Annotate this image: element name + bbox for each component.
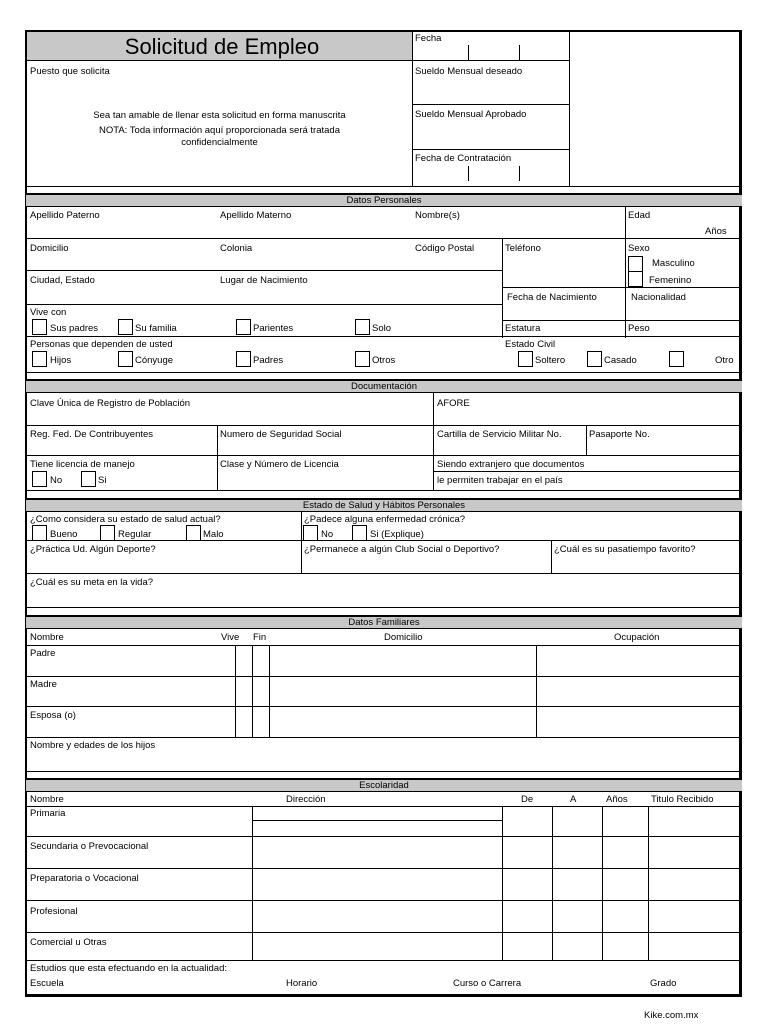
header-divider bbox=[412, 30, 413, 186]
rule bbox=[27, 336, 739, 337]
curp-label: Clave Única de Registro de Población bbox=[30, 398, 191, 409]
primaria-label: Primaria bbox=[30, 808, 66, 819]
enfermedad-si-checkbox[interactable] bbox=[352, 525, 367, 541]
estado-salud-label: ¿Como considera su estado de salud actual? bbox=[30, 514, 221, 525]
enfermedad-no-label: No bbox=[321, 529, 334, 540]
rule bbox=[25, 372, 741, 373]
documentacion-section-header bbox=[26, 379, 742, 393]
sus-padres-checkbox[interactable] bbox=[32, 319, 47, 335]
salud-section-title: Estado de Salud y Hábitos Personales bbox=[302, 500, 466, 511]
rule bbox=[27, 455, 739, 456]
rule bbox=[252, 645, 253, 738]
sueldo-aprobado-label: Sueldo Mensual Aprobado bbox=[415, 109, 527, 120]
colonia-label: Colonia bbox=[220, 243, 253, 254]
familiares-nombre-header: Nombre bbox=[30, 632, 64, 643]
header-divider-right bbox=[569, 30, 570, 186]
otro-checkbox[interactable] bbox=[669, 351, 684, 367]
masculino-checkbox[interactable] bbox=[628, 256, 643, 272]
lugar-nacimiento-label: Lugar de Nacimiento bbox=[220, 275, 308, 286]
rule bbox=[25, 607, 741, 608]
enfermedad-no-checkbox[interactable] bbox=[303, 525, 318, 541]
rule bbox=[519, 166, 520, 181]
rule bbox=[217, 425, 218, 490]
rule bbox=[412, 149, 569, 150]
escolaridad-section-header bbox=[26, 778, 742, 792]
rule bbox=[27, 960, 739, 961]
rfc-label: Reg. Fed. De Contribuyentes bbox=[30, 429, 154, 440]
familiares-vive-header: Vive bbox=[221, 632, 240, 643]
nota-line-3: confidencialmente bbox=[181, 137, 258, 148]
rule bbox=[412, 104, 569, 105]
rule bbox=[27, 573, 739, 574]
escolaridad-nombre-header: Nombre bbox=[30, 794, 64, 805]
rule bbox=[502, 287, 739, 288]
rule bbox=[25, 771, 741, 772]
rule bbox=[252, 820, 502, 821]
form-frame-bottom-edge bbox=[25, 994, 742, 997]
nss-label: Numero de Seguridad Social bbox=[220, 429, 342, 440]
rule bbox=[27, 868, 739, 869]
conyuge-label: Cónyuge bbox=[135, 355, 174, 366]
rule bbox=[27, 806, 739, 807]
escolaridad-section-title: Escolaridad bbox=[359, 780, 409, 791]
rule bbox=[502, 320, 739, 321]
escolaridad-titulo-header: Titulo Recibido bbox=[651, 794, 714, 805]
conyuge-checkbox[interactable] bbox=[118, 351, 133, 367]
rule bbox=[552, 806, 553, 960]
rule bbox=[625, 238, 626, 338]
rule bbox=[269, 645, 270, 738]
hijos-label: Hijos bbox=[50, 355, 72, 366]
extranjero-line-2: le permiten trabajar en el país bbox=[437, 475, 563, 486]
fecha-nacimiento-label: Fecha de Nacimiento bbox=[507, 292, 597, 303]
solo-label: Solo bbox=[372, 323, 392, 334]
rule bbox=[252, 806, 253, 960]
malo-label: Malo bbox=[203, 529, 224, 540]
femenino-label: Femenino bbox=[649, 275, 692, 286]
solo-checkbox[interactable] bbox=[355, 319, 370, 335]
rule bbox=[433, 471, 739, 472]
estatura-label: Estatura bbox=[505, 323, 541, 334]
rule bbox=[27, 238, 739, 239]
comercial-label: Comercial u Otras bbox=[30, 937, 107, 948]
rule bbox=[625, 206, 626, 238]
rule bbox=[468, 166, 469, 181]
rule bbox=[27, 706, 739, 707]
personales-section-header bbox=[26, 193, 742, 207]
codigo-postal-label: Código Postal bbox=[415, 243, 475, 254]
apellido-paterno-label: Apellido Paterno bbox=[30, 210, 100, 221]
rule bbox=[502, 238, 503, 338]
nombres-label: Nombre(s) bbox=[415, 210, 460, 221]
rule bbox=[27, 60, 412, 61]
nacionalidad-label: Nacionalidad bbox=[631, 292, 686, 303]
meta-label: ¿Cuál es su meta en la vida? bbox=[30, 577, 154, 588]
escolaridad-anios-header: Años bbox=[606, 794, 628, 805]
deporte-label: ¿Práctica Ud. Algún Deporte? bbox=[30, 544, 156, 555]
rule bbox=[468, 45, 469, 60]
rule bbox=[27, 836, 739, 837]
rule bbox=[27, 425, 739, 426]
soltero-label: Soltero bbox=[535, 355, 566, 366]
masculino-label: Masculino bbox=[652, 258, 695, 269]
dependen-label: Personas que dependen de usted bbox=[30, 339, 173, 350]
malo-checkbox[interactable] bbox=[186, 525, 201, 541]
rule bbox=[502, 806, 503, 960]
personales-section-title: Datos Personales bbox=[346, 195, 422, 206]
nota-line-2: NOTA: Toda información aquí proporcionada será tratada bbox=[99, 125, 340, 136]
apellido-materno-label: Apellido Materno bbox=[220, 210, 292, 221]
rule bbox=[27, 540, 739, 541]
estudios-actuales-label: Estudios que esta efectuando en la actualidad: bbox=[30, 963, 228, 974]
peso-label: Peso bbox=[628, 323, 650, 334]
rule bbox=[25, 186, 741, 187]
rule bbox=[602, 806, 603, 960]
sexo-label: Sexo bbox=[628, 243, 650, 254]
licencia-si-label: Si bbox=[98, 475, 107, 486]
rule bbox=[25, 490, 741, 491]
sueldo-deseado-label: Sueldo Mensual deseado bbox=[415, 66, 523, 77]
rule bbox=[648, 806, 649, 960]
bueno-label: Bueno bbox=[50, 529, 78, 540]
licencia-si-checkbox[interactable] bbox=[81, 471, 96, 487]
rule bbox=[551, 540, 552, 574]
domicilio-label: Domicilio bbox=[30, 243, 69, 254]
anios-label: Años bbox=[705, 226, 727, 237]
telefono-label: Teléfono bbox=[505, 243, 541, 254]
padres-label: Padres bbox=[253, 355, 284, 366]
profesional-label: Profesional bbox=[30, 906, 78, 917]
rule bbox=[519, 45, 520, 60]
su-familia-label: Su familia bbox=[135, 323, 177, 334]
page-title: Solicitud de Empleo bbox=[124, 34, 320, 59]
vive-con-label: Vive con bbox=[30, 307, 67, 318]
nota-line-1: Sea tan amable de llenar esta solicitud en forma manuscrita bbox=[93, 110, 346, 121]
rule bbox=[27, 270, 502, 271]
form-frame-right-edge bbox=[739, 30, 742, 996]
rule bbox=[27, 932, 739, 933]
estado-civil-label: Estado Civil bbox=[505, 339, 556, 350]
grado-label: Grado bbox=[650, 978, 677, 989]
otro-label: Otro bbox=[715, 355, 734, 366]
licencia-no-checkbox[interactable] bbox=[32, 471, 47, 487]
casado-label: Casado bbox=[604, 355, 637, 366]
club-label: ¿Permanece a algún Club Social o Deportivo? bbox=[304, 544, 500, 555]
fecha-contratacion-label: Fecha de Contratación bbox=[415, 153, 512, 164]
si-explique-label: Si (Explique) bbox=[370, 529, 424, 540]
otros-checkbox[interactable] bbox=[355, 351, 370, 367]
padres-checkbox[interactable] bbox=[236, 351, 251, 367]
preparatoria-label: Preparatoria o Vocacional bbox=[30, 873, 139, 884]
casado-checkbox[interactable] bbox=[587, 351, 602, 367]
extranjero-line-1: Siendo extranjero que documentos bbox=[437, 459, 585, 470]
pasatiempo-label: ¿Cuál es su pasatiempo favorito? bbox=[554, 544, 696, 555]
escuela-label: Escuela bbox=[30, 978, 64, 989]
familiares-section-header bbox=[26, 615, 742, 629]
escolaridad-a-header: A bbox=[570, 794, 577, 805]
rule bbox=[27, 676, 739, 677]
rule bbox=[27, 645, 739, 646]
rule bbox=[27, 737, 739, 738]
rule bbox=[536, 645, 537, 738]
femenino-checkbox[interactable] bbox=[628, 271, 643, 287]
familiares-section-title: Datos Familiares bbox=[348, 617, 420, 628]
secundaria-label: Secundaria o Prevocacional bbox=[30, 841, 149, 852]
bueno-checkbox[interactable] bbox=[32, 525, 47, 541]
otros-label: Otros bbox=[372, 355, 396, 366]
escolaridad-direccion-header: Dirección bbox=[286, 794, 326, 805]
familiares-domicilio-header: Domicilio bbox=[384, 632, 423, 643]
rule bbox=[586, 425, 587, 455]
enfermedad-label: ¿Padece alguna enfermedad crónica? bbox=[304, 514, 466, 525]
madre-label: Madre bbox=[30, 679, 57, 690]
soltero-checkbox[interactable] bbox=[518, 351, 533, 367]
clase-licencia-label: Clase y Número de Licencia bbox=[220, 459, 339, 470]
curso-label: Curso o Carrera bbox=[453, 978, 522, 989]
familiares-ocupacion-header: Ocupación bbox=[614, 632, 660, 643]
cartilla-label: Cartilla de Servicio Militar No. bbox=[437, 429, 562, 440]
horario-label: Horario bbox=[286, 978, 318, 989]
rule bbox=[235, 645, 236, 738]
rule bbox=[27, 900, 739, 901]
footer-credit: Kike.com.mx bbox=[644, 1010, 699, 1021]
rule bbox=[301, 511, 302, 574]
sus-padres-label: Sus padres bbox=[50, 323, 99, 334]
rule bbox=[433, 393, 434, 490]
hijos-checkbox[interactable] bbox=[32, 351, 47, 367]
padre-label: Padre bbox=[30, 648, 56, 659]
licencia-no-label: No bbox=[50, 475, 63, 486]
ciudad-label: Ciudad, Estado bbox=[30, 275, 95, 286]
edad-label: Edad bbox=[628, 210, 651, 221]
parientes-label: Parientes bbox=[253, 323, 294, 334]
rule bbox=[412, 60, 569, 61]
hijos-edades-label: Nombre y edades de los hijos bbox=[30, 740, 156, 751]
afore-label: AFORE bbox=[437, 398, 470, 409]
rule bbox=[27, 304, 502, 305]
puesto-label: Puesto que solicita bbox=[30, 66, 110, 77]
familiares-fin-header: Fin bbox=[253, 632, 267, 643]
documentacion-section-title: Documentación bbox=[350, 381, 417, 392]
escolaridad-de-header: De bbox=[521, 794, 534, 805]
parientes-checkbox[interactable] bbox=[236, 319, 251, 335]
su-familia-checkbox[interactable] bbox=[118, 319, 133, 335]
salud-section-header bbox=[26, 498, 742, 512]
esposa-label: Esposa (o) bbox=[30, 710, 76, 721]
licencia-label: Tiene licencia de manejo bbox=[30, 459, 135, 470]
fecha-label: Fecha bbox=[415, 33, 442, 44]
regular-checkbox[interactable] bbox=[100, 525, 115, 541]
regular-label: Regular bbox=[118, 529, 152, 540]
pasaporte-label: Pasaporte No. bbox=[589, 429, 650, 440]
